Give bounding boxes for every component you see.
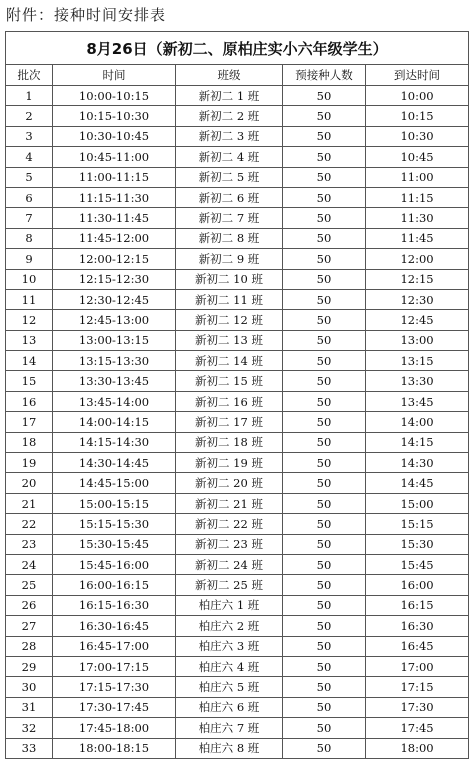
table-row — [6, 453, 469, 473]
cell-arrival-time: 10:15 — [366, 106, 469, 126]
table-row — [6, 106, 469, 126]
cell-batch: 18 — [6, 432, 53, 452]
cell-time: 17:45-18:00 — [53, 718, 176, 738]
table-header-row — [6, 65, 469, 86]
cell-batch: 4 — [6, 147, 53, 167]
cell-planned-count: 50 — [283, 738, 366, 758]
cell-time: 10:00-10:15 — [53, 86, 176, 106]
cell-arrival-time: 12:00 — [366, 249, 469, 269]
cell-planned-count: 50 — [283, 269, 366, 289]
cell-time: 13:00-13:15 — [53, 330, 176, 350]
cell-batch: 30 — [6, 677, 53, 697]
cell-class: 新初二 4 班 — [176, 147, 283, 167]
cell-arrival-time: 17:15 — [366, 677, 469, 697]
table-row — [6, 208, 469, 228]
cell-planned-count: 50 — [283, 391, 366, 411]
cell-arrival-time: 15:00 — [366, 493, 469, 513]
cell-planned-count: 50 — [283, 351, 366, 371]
cell-arrival-time: 13:15 — [366, 351, 469, 371]
cell-time: 12:45-13:00 — [53, 310, 176, 330]
table-row — [6, 554, 469, 574]
cell-arrival-time: 16:15 — [366, 595, 469, 615]
cell-time: 15:45-16:00 — [53, 554, 176, 574]
table-row — [6, 126, 469, 146]
table-row — [6, 514, 469, 534]
cell-planned-count: 50 — [283, 167, 366, 187]
table-row — [6, 371, 469, 391]
cell-arrival-time: 14:15 — [366, 432, 469, 452]
cell-planned-count: 50 — [283, 677, 366, 697]
cell-planned-count: 50 — [283, 473, 366, 493]
cell-batch: 31 — [6, 697, 53, 717]
cell-time: 16:15-16:30 — [53, 595, 176, 615]
cell-arrival-time: 10:30 — [366, 126, 469, 146]
cell-arrival-time: 11:45 — [366, 228, 469, 248]
cell-class: 新初二 22 班 — [176, 514, 283, 534]
cell-batch: 32 — [6, 718, 53, 738]
table-row — [6, 575, 469, 595]
cell-arrival-time: 17:00 — [366, 656, 469, 676]
table-row — [6, 269, 469, 289]
cell-arrival-time: 14:30 — [366, 453, 469, 473]
cell-arrival-time: 15:15 — [366, 514, 469, 534]
cell-time: 16:45-17:00 — [53, 636, 176, 656]
vaccination-schedule-table — [5, 31, 469, 759]
table-row — [6, 330, 469, 350]
cell-planned-count: 50 — [283, 412, 366, 432]
cell-time: 10:30-10:45 — [53, 126, 176, 146]
cell-class: 柏庄六 3 班 — [176, 636, 283, 656]
cell-batch: 2 — [6, 106, 53, 126]
cell-batch: 1 — [6, 86, 53, 106]
cell-arrival-time: 14:45 — [366, 473, 469, 493]
cell-batch: 8 — [6, 228, 53, 248]
cell-time: 17:00-17:15 — [53, 656, 176, 676]
table-row — [6, 391, 469, 411]
cell-time: 12:15-12:30 — [53, 269, 176, 289]
cell-planned-count: 50 — [283, 575, 366, 595]
cell-planned-count: 50 — [283, 493, 366, 513]
cell-class: 柏庄六 7 班 — [176, 718, 283, 738]
cell-batch: 25 — [6, 575, 53, 595]
table-row — [6, 289, 469, 309]
table-row — [6, 493, 469, 513]
cell-arrival-time: 11:00 — [366, 167, 469, 187]
table-row — [6, 147, 469, 167]
cell-batch: 17 — [6, 412, 53, 432]
cell-batch: 6 — [6, 187, 53, 207]
table-row — [6, 412, 469, 432]
cell-time: 17:30-17:45 — [53, 697, 176, 717]
cell-batch: 3 — [6, 126, 53, 146]
cell-class: 新初二 25 班 — [176, 575, 283, 595]
cell-batch: 10 — [6, 269, 53, 289]
cell-time: 10:45-11:00 — [53, 147, 176, 167]
table-row — [6, 187, 469, 207]
cell-time: 13:45-14:00 — [53, 391, 176, 411]
cell-planned-count: 50 — [283, 432, 366, 452]
cell-planned-count: 50 — [283, 453, 366, 473]
cell-planned-count: 50 — [283, 106, 366, 126]
cell-class: 新初二 21 班 — [176, 493, 283, 513]
cell-arrival-time: 16:30 — [366, 616, 469, 636]
cell-time: 16:00-16:15 — [53, 575, 176, 595]
cell-class: 新初二 14 班 — [176, 351, 283, 371]
cell-time: 13:15-13:30 — [53, 351, 176, 371]
table-row — [6, 636, 469, 656]
cell-class: 新初二 1 班 — [176, 86, 283, 106]
cell-time: 18:00-18:15 — [53, 738, 176, 758]
cell-time: 17:15-17:30 — [53, 677, 176, 697]
cell-planned-count: 50 — [283, 534, 366, 554]
cell-arrival-time: 18:00 — [366, 738, 469, 758]
cell-time: 15:15-15:30 — [53, 514, 176, 534]
attachment-label: 附件：接种时间安排表 — [6, 6, 167, 24]
cell-batch: 13 — [6, 330, 53, 350]
cell-time: 13:30-13:45 — [53, 371, 176, 391]
header-planned-count: 预接种人数 — [283, 65, 366, 86]
cell-arrival-time: 10:45 — [366, 147, 469, 167]
cell-batch: 7 — [6, 208, 53, 228]
cell-batch: 21 — [6, 493, 53, 513]
table-row — [6, 86, 469, 106]
cell-class: 新初二 18 班 — [176, 432, 283, 452]
table-row — [6, 351, 469, 371]
cell-class: 新初二 6 班 — [176, 187, 283, 207]
cell-time: 12:00-12:15 — [53, 249, 176, 269]
cell-class: 柏庄六 4 班 — [176, 656, 283, 676]
cell-planned-count: 50 — [283, 310, 366, 330]
cell-batch: 5 — [6, 167, 53, 187]
table-body — [6, 86, 469, 759]
table-title: 8月26日（新初二、原柏庄实小六年级学生） — [6, 32, 469, 65]
cell-class: 新初二 23 班 — [176, 534, 283, 554]
cell-planned-count: 50 — [283, 147, 366, 167]
cell-time: 11:15-11:30 — [53, 187, 176, 207]
cell-arrival-time: 16:45 — [366, 636, 469, 656]
cell-class: 新初二 15 班 — [176, 371, 283, 391]
cell-planned-count: 50 — [283, 718, 366, 738]
table-row — [6, 718, 469, 738]
cell-time: 14:00-14:15 — [53, 412, 176, 432]
cell-class: 新初二 11 班 — [176, 289, 283, 309]
cell-batch: 16 — [6, 391, 53, 411]
cell-class: 柏庄六 1 班 — [176, 595, 283, 615]
table-row — [6, 310, 469, 330]
cell-class: 柏庄六 2 班 — [176, 616, 283, 636]
table-row — [6, 473, 469, 493]
cell-planned-count: 50 — [283, 636, 366, 656]
cell-planned-count: 50 — [283, 330, 366, 350]
cell-class: 新初二 24 班 — [176, 554, 283, 574]
cell-time: 12:30-12:45 — [53, 289, 176, 309]
cell-class: 新初二 7 班 — [176, 208, 283, 228]
cell-batch: 24 — [6, 554, 53, 574]
cell-batch: 33 — [6, 738, 53, 758]
table-title-row — [6, 32, 469, 65]
table-row — [6, 738, 469, 758]
cell-time: 16:30-16:45 — [53, 616, 176, 636]
cell-time: 11:45-12:00 — [53, 228, 176, 248]
cell-planned-count: 50 — [283, 697, 366, 717]
cell-planned-count: 50 — [283, 554, 366, 574]
cell-planned-count: 50 — [283, 595, 366, 615]
cell-class: 新初二 10 班 — [176, 269, 283, 289]
cell-arrival-time: 13:00 — [366, 330, 469, 350]
cell-planned-count: 50 — [283, 514, 366, 534]
cell-batch: 9 — [6, 249, 53, 269]
cell-batch: 26 — [6, 595, 53, 615]
header-time: 时间 — [53, 65, 176, 86]
cell-planned-count: 50 — [283, 249, 366, 269]
cell-class: 新初二 13 班 — [176, 330, 283, 350]
cell-planned-count: 50 — [283, 126, 366, 146]
cell-arrival-time: 13:45 — [366, 391, 469, 411]
table-row — [6, 697, 469, 717]
cell-time: 14:15-14:30 — [53, 432, 176, 452]
cell-class: 新初二 8 班 — [176, 228, 283, 248]
cell-planned-count: 50 — [283, 371, 366, 391]
table-row — [6, 249, 469, 269]
cell-batch: 22 — [6, 514, 53, 534]
cell-arrival-time: 10:00 — [366, 86, 469, 106]
cell-arrival-time: 17:30 — [366, 697, 469, 717]
cell-class: 新初二 2 班 — [176, 106, 283, 126]
cell-arrival-time: 17:45 — [366, 718, 469, 738]
cell-batch: 28 — [6, 636, 53, 656]
cell-arrival-time: 12:15 — [366, 269, 469, 289]
cell-class: 新初二 12 班 — [176, 310, 283, 330]
cell-arrival-time: 15:30 — [366, 534, 469, 554]
cell-arrival-time: 15:45 — [366, 554, 469, 574]
cell-class: 柏庄六 5 班 — [176, 677, 283, 697]
cell-time: 10:15-10:30 — [53, 106, 176, 126]
cell-class: 新初二 20 班 — [176, 473, 283, 493]
table-row — [6, 432, 469, 452]
cell-planned-count: 50 — [283, 86, 366, 106]
cell-planned-count: 50 — [283, 187, 366, 207]
table-row — [6, 228, 469, 248]
cell-time: 11:00-11:15 — [53, 167, 176, 187]
table-row — [6, 616, 469, 636]
cell-time: 14:30-14:45 — [53, 453, 176, 473]
table-row — [6, 595, 469, 615]
cell-arrival-time: 14:00 — [366, 412, 469, 432]
header-batch: 批次 — [6, 65, 53, 86]
cell-batch: 20 — [6, 473, 53, 493]
cell-arrival-time: 13:30 — [366, 371, 469, 391]
cell-batch: 29 — [6, 656, 53, 676]
cell-class: 新初二 16 班 — [176, 391, 283, 411]
cell-batch: 27 — [6, 616, 53, 636]
cell-arrival-time: 12:30 — [366, 289, 469, 309]
table-row — [6, 656, 469, 676]
table-row — [6, 167, 469, 187]
cell-batch: 11 — [6, 289, 53, 309]
cell-planned-count: 50 — [283, 616, 366, 636]
header-arrival-time: 到达时间 — [366, 65, 469, 86]
cell-class: 新初二 9 班 — [176, 249, 283, 269]
cell-time: 11:30-11:45 — [53, 208, 176, 228]
cell-arrival-time: 11:15 — [366, 187, 469, 207]
cell-arrival-time: 12:45 — [366, 310, 469, 330]
cell-time: 15:30-15:45 — [53, 534, 176, 554]
cell-batch: 12 — [6, 310, 53, 330]
cell-planned-count: 50 — [283, 656, 366, 676]
cell-time: 15:00-15:15 — [53, 493, 176, 513]
cell-class: 新初二 5 班 — [176, 167, 283, 187]
cell-arrival-time: 16:00 — [366, 575, 469, 595]
header-class: 班级 — [176, 65, 283, 86]
cell-batch: 19 — [6, 453, 53, 473]
cell-class: 柏庄六 8 班 — [176, 738, 283, 758]
cell-planned-count: 50 — [283, 208, 366, 228]
cell-planned-count: 50 — [283, 289, 366, 309]
cell-batch: 15 — [6, 371, 53, 391]
table-row — [6, 677, 469, 697]
cell-class: 柏庄六 6 班 — [176, 697, 283, 717]
table-row — [6, 534, 469, 554]
cell-class: 新初二 3 班 — [176, 126, 283, 146]
cell-batch: 14 — [6, 351, 53, 371]
cell-batch: 23 — [6, 534, 53, 554]
cell-planned-count: 50 — [283, 228, 366, 248]
cell-class: 新初二 19 班 — [176, 453, 283, 473]
cell-time: 14:45-15:00 — [53, 473, 176, 493]
cell-arrival-time: 11:30 — [366, 208, 469, 228]
cell-class: 新初二 17 班 — [176, 412, 283, 432]
